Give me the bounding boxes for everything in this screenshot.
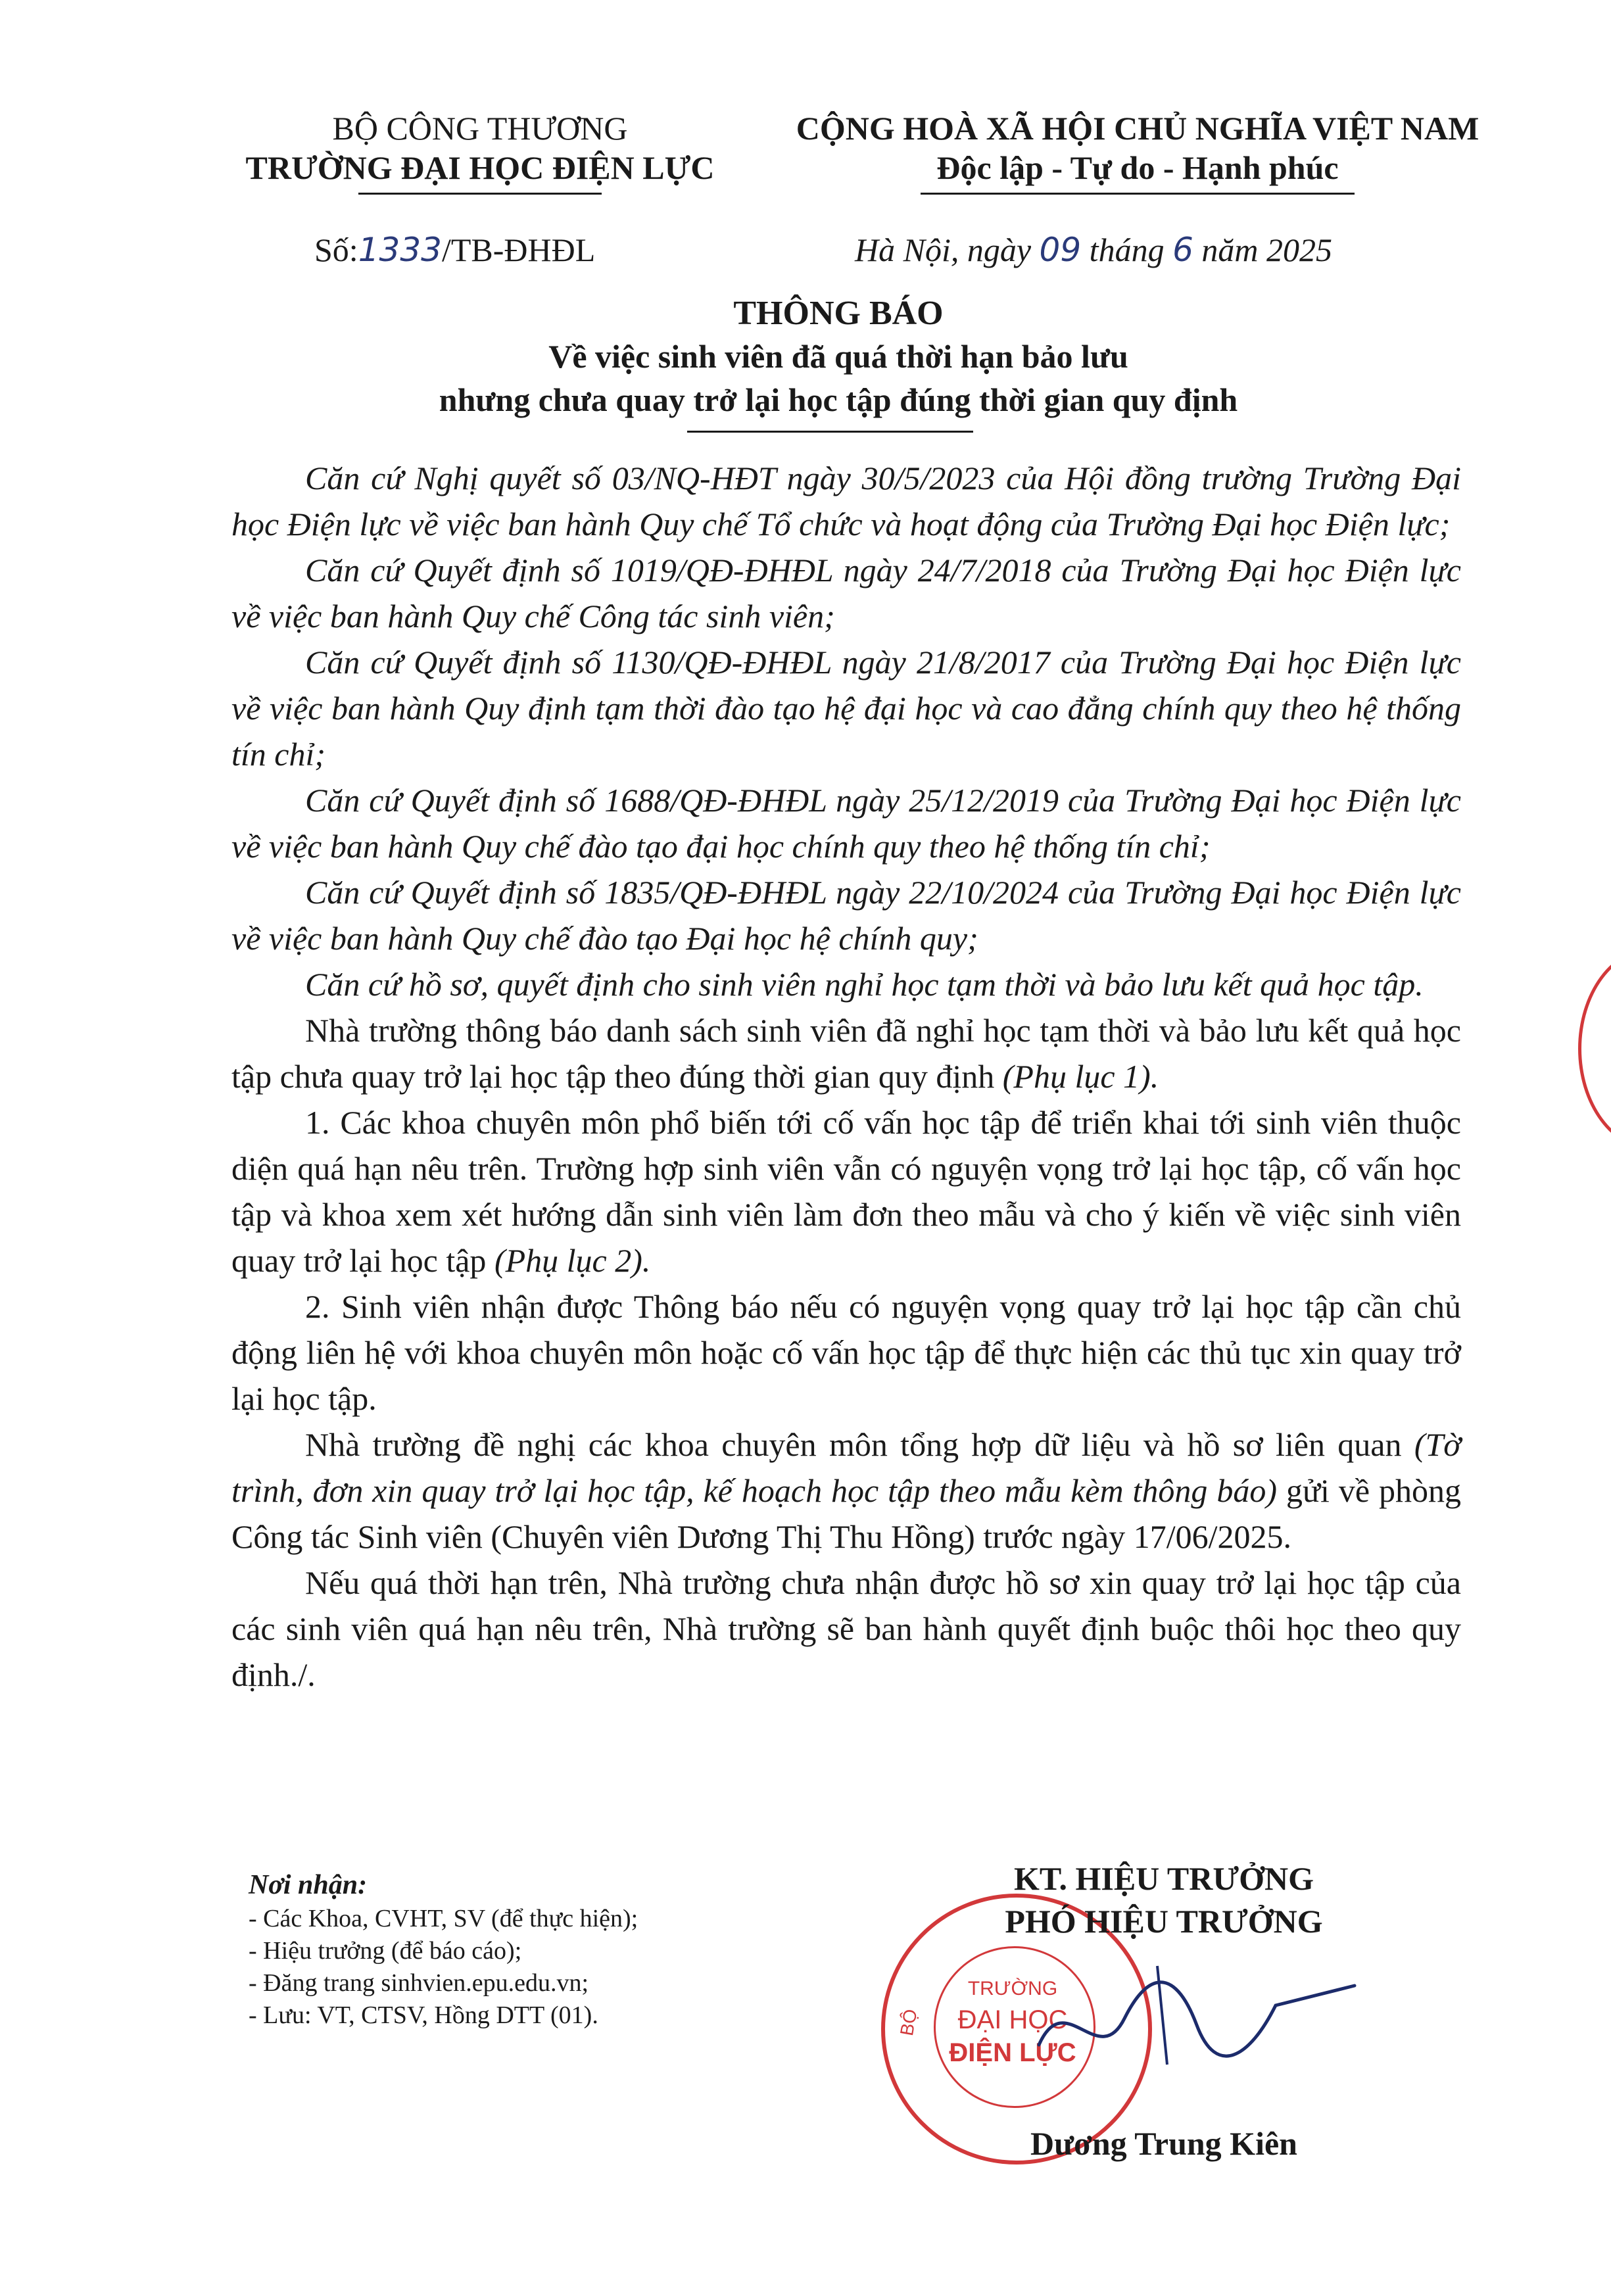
document-subject-line2: nhưng chưa quay trở lại học tập đúng thời gian quy định [439, 381, 1238, 418]
paragraph-deadline: Nếu quá thời hạn trên, Nhà trường chưa nhận được hồ sơ xin quay trở lại học tập của các sinh viên quá hạn nêu trên, Nhà trường sẽ ban hành quyết định buộc thôi học theo quy định./. [231, 1564, 1461, 1693]
p4-text-b: gửi về phòng Công tác Sinh viên (Chuyên viên Dương Thị Thu Hồng) trước ngày 17/06/2025. [231, 1472, 1461, 1555]
basis-item: Căn cứ Nghị quyết số 03/NQ-HĐT ngày 30/5/2023 của Hội đồng trường Trường Đại học Điện lực về việc ban hành Quy chế Tổ chức và hoạt động của Trường Đại học Điện lực; [231, 460, 1461, 542]
paragraph-item-1 [231, 1099, 1461, 1283]
p1-text: Nhà trường thông báo danh sách sinh viên đã nghỉ học tạm thời và bảo lưu kết quả học tập chưa quay trở lại học tập theo đúng thời gian quy định [231, 1012, 1461, 1095]
date-day: 09 [1039, 231, 1082, 269]
p2-text: 1. Các khoa chuyên môn phổ biến tới cố vấn học tập để triển khai tới sinh viên thuộc diện quá hạn nêu trên. Trường hợp sinh viên vẫn có nguyện vọng trở lại học tập, cố vấn học tập và khoa xem xét hướng dẫn sinh viên làm đơn theo mẫu và cho ý kiến về việc sinh viên quay trở lại học tập [231, 1104, 1461, 1279]
p2-ref: (Phụ lục 2). [494, 1242, 651, 1279]
recipient-item: - Các Khoa, CVHT, SV (để thực hiện); [249, 1905, 638, 1932]
signature-scribble [1026, 1946, 1368, 2078]
stamp-text-left: BỘ [896, 2007, 921, 2038]
p4-ref: (Tờ trình, đơn xin quay trở lại học tập, kế hoạch học tập theo mẫu kèm thông báo) [231, 1426, 1461, 1509]
title-underline [687, 431, 973, 433]
adjacent-page-stamp-edge [1578, 947, 1611, 1151]
document-title: THÔNG BÁO [733, 295, 944, 332]
motto-underline [921, 193, 1355, 195]
stamp-text-top: TRƯỜNG [967, 1978, 1058, 1999]
university-name: TRƯỜNG ĐẠI HỌC ĐIỆN LỰC [245, 149, 715, 186]
paragraph-announcement [231, 1007, 1461, 1099]
document-number [314, 230, 775, 270]
motto: Độc lập - Tự do - Hạnh phúc [936, 149, 1339, 186]
recipient-item: - Hiệu trưởng (để báo cáo); [249, 1937, 522, 1965]
basis-item: Căn cứ Quyết định số 1019/QĐ-ĐHĐL ngày 24/7/2018 của Trường Đại học Điện lực về việc ban hành Quy chế Công tác sinh viên; [231, 552, 1461, 634]
p4-text-a: Nhà trường đề nghị các khoa chuyên môn tổng hợp dữ liệu và hồ sơ liên quan [305, 1426, 1414, 1463]
ministry-name: BỘ CÔNG THƯƠNG [332, 110, 628, 147]
signature-title: KT. HIỆU TRƯỞNG [1013, 1860, 1314, 1897]
date-place: Hà Nội, ngày [855, 231, 1032, 268]
basis-item: Căn cứ hồ sơ, quyết định cho sinh viên nghỉ học tạm thời và bảo lưu kết quả học tập. [305, 966, 1424, 1003]
stamp-text-middle: ĐẠI HỌC [957, 2005, 1068, 2034]
paragraph-request [231, 1422, 1461, 1560]
recipient-item: - Lưu: VT, CTSV, Hồng DTT (01). [249, 2001, 598, 2029]
paragraph-item-2: 2. Sinh viên nhận được Thông báo nếu có nguyện vọng quay trở lại học tập cần chủ động liên hệ với khoa chuyên môn hoặc cố vấn học tập để thực hiện các thủ tục xin quay trở lại học tập. [231, 1288, 1461, 1417]
number-prefix: Số: [314, 231, 358, 268]
country-name: CỘNG HOÀ XÃ HỘI CHỦ NGHĨA VIỆT NAM [796, 110, 1479, 147]
signature-subtitle: PHÓ HIỆU TRƯỞNG [1005, 1903, 1323, 1940]
number-handwritten: 1333 [358, 231, 442, 269]
document-body [231, 455, 1461, 1698]
document-subject-line1: Về việc sinh viên đã quá thời hạn bảo lưu [548, 338, 1128, 375]
p1-ref: (Phụ lục 1). [1002, 1058, 1159, 1095]
stamp-text-bottom: ĐIỆN LỰC [949, 2038, 1076, 2067]
basis-item: Căn cứ Quyết định số 1688/QĐ-ĐHĐL ngày 25/12/2019 của Trường Đại học Điện lực về việc ban hành Quy chế đào tạo đại học chính quy theo hệ thống tín chỉ; [231, 782, 1461, 865]
signer-name: Dương Trung Kiên [1030, 2125, 1297, 2162]
university-underline [358, 193, 602, 195]
date-month-label: tháng [1089, 231, 1165, 268]
recipients-title: Nơi nhận: [249, 1870, 368, 1900]
basis-item: Căn cứ Quyết định số 1130/QĐ-ĐHĐL ngày 21/8/2017 của Trường Đại học Điện lực về việc ban hành Quy định tạm thời đào tạo hệ đại học và cao đẳng chính quy theo hệ thống tín chỉ; [231, 644, 1461, 773]
basis-item: Căn cứ Quyết định số 1835/QĐ-ĐHĐL ngày 22/10/2024 của Trường Đại học Điện lực về việc ban hành Quy chế đào tạo Đại học hệ chính quy; [231, 874, 1461, 957]
recipient-item: - Đăng trang sinhvien.epu.edu.vn; [249, 1969, 589, 1997]
date-year: năm 2025 [1201, 231, 1332, 268]
number-suffix: /TB-ĐHĐL [441, 231, 596, 268]
document-date [855, 230, 1519, 270]
recipients-block [249, 1867, 840, 2032]
date-month: 6 [1172, 231, 1193, 269]
